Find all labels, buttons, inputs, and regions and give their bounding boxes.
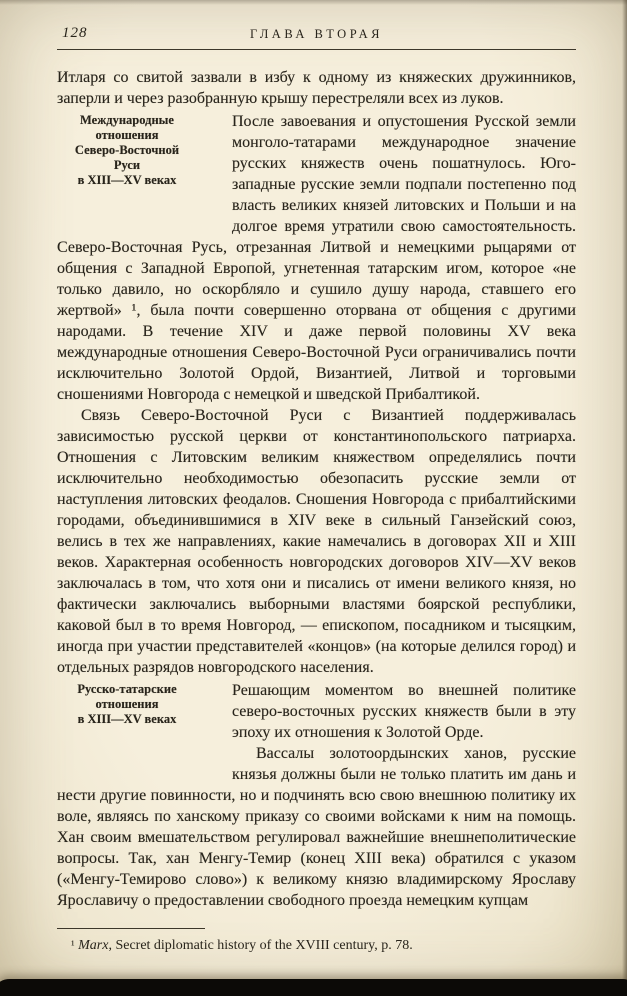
scan-bottom-edge [0, 979, 627, 996]
footnote [57, 936, 576, 955]
scan-top-edge [0, 0, 627, 5]
paragraph-continuation: Итларя со свитой зазвали в избу к одному из княжеских дружинников, заперли и через разобранную крышу перестреляли всех из луков. [57, 69, 576, 107]
footnote-separator-rule [57, 928, 205, 929]
footnote-marker: ¹ [71, 938, 75, 952]
shoulder-heading-1 [57, 111, 232, 217]
shoulder-heading-2 [57, 680, 232, 765]
page-text-block [57, 24, 576, 955]
shoulder-heading-1-text [57, 111, 197, 188]
footnote-author: Marx [78, 938, 109, 953]
shoulder-heading-line: Русско-татарские [77, 682, 177, 696]
footnote-text: , Secret diplomatic history of the XVIII century, p. 78. [108, 938, 413, 953]
shoulder-heading-line: в XIII—XV веках [77, 173, 177, 187]
chapter-title: ГЛАВА ВТОРАЯ [250, 27, 383, 41]
section-russian-tatar-relations [57, 680, 576, 911]
running-head [57, 24, 576, 44]
shoulder-heading-line: Руси [113, 158, 141, 172]
section-international-relations [57, 111, 576, 678]
shoulder-heading-line: Северо-Восточной [74, 143, 180, 157]
running-head-rule [57, 49, 576, 50]
page-number: 128 [62, 25, 88, 41]
paragraph: Связь Северо-Восточной Руси с Византией поддерживалась зависимостью русской церкви от константинопольского патриарха. Отношения с Литовским великим княжеством определялись почти исключительно необходимостью обезопасить русские земли от наступления литовских феодалов. Сношения Новгорода с прибалтийскими городами, объединившимися в XIV веке в сильный Ганзейский союз, велись в тех же направлениях, какие намечались в договорах XII и XIII веков. Характерная особенность новгородских договоров XIV—XV веков заключалась в том, что хотя они и писались от имени великого князя, но фактически заключались выборными властями боярской республики, каковой был в то время Новгород, — епископом, посадником и тысяцким, иногда при участии представителей «концов» (на которые делился город) и отдельных разрядов новгородского населения. [57, 407, 576, 676]
paragraph: Вассалы золотоордынских ханов, русские князья должны были не только платить им дань и нести другие повинности, но и подчинять всю свою внешнюю политику их воле, являясь по ханскому приказу со своими войсками к ним на помощь. Хан своим вмешательством регулировал важнейшие внешнеполитические вопросы. Так, хан Менгу-Темир (конец XIII века) обратился с указом («Менгу-Темирово слово») к великому князю владимирскому Ярославу Ярославичу о предоставлении свободного проезда немецким купцам [57, 745, 576, 909]
paragraph: После завоевания и опустошения Русской земли монголо-татарами международное значение русских княжеств очень пошатнулось. Юго-западные русские земли подпали постепенно под власть великих князей литовских и Польши и на долгое время утратили свою самостоятельность. Северо-Восточная Русь, отрезанная Литвой и немецкими рыцарями от общения с Западной Европой, угнетенная татарским игом, которое «не только давило, но оскорбляло и сушило душу народа, ставшего его жертвой» ¹, была почти совершенно оторвана от общения с другими народами. В течение XIV и даже первой половины XV века международные отношения Северо-Восточной Руси ограничивались почти исключительно Золотой Ордой, Византией, Литвой и торговыми сношениями Новгорода с немецкой и шведской Прибалтикой. [57, 113, 576, 403]
shoulder-heading-line: в XIII—XV веках [77, 712, 177, 726]
shoulder-heading-line: Международные [80, 113, 174, 127]
shoulder-heading-2-text [57, 680, 197, 727]
shoulder-heading-line: отношения [95, 128, 159, 142]
paragraph: Решающим моментом во внешней политике северо-восточных русских княжеств были в эту эпоху их отношения к Золотой Орде. [232, 682, 576, 741]
scan-right-edge [622, 0, 627, 996]
shoulder-heading-line: отношения [95, 697, 159, 711]
